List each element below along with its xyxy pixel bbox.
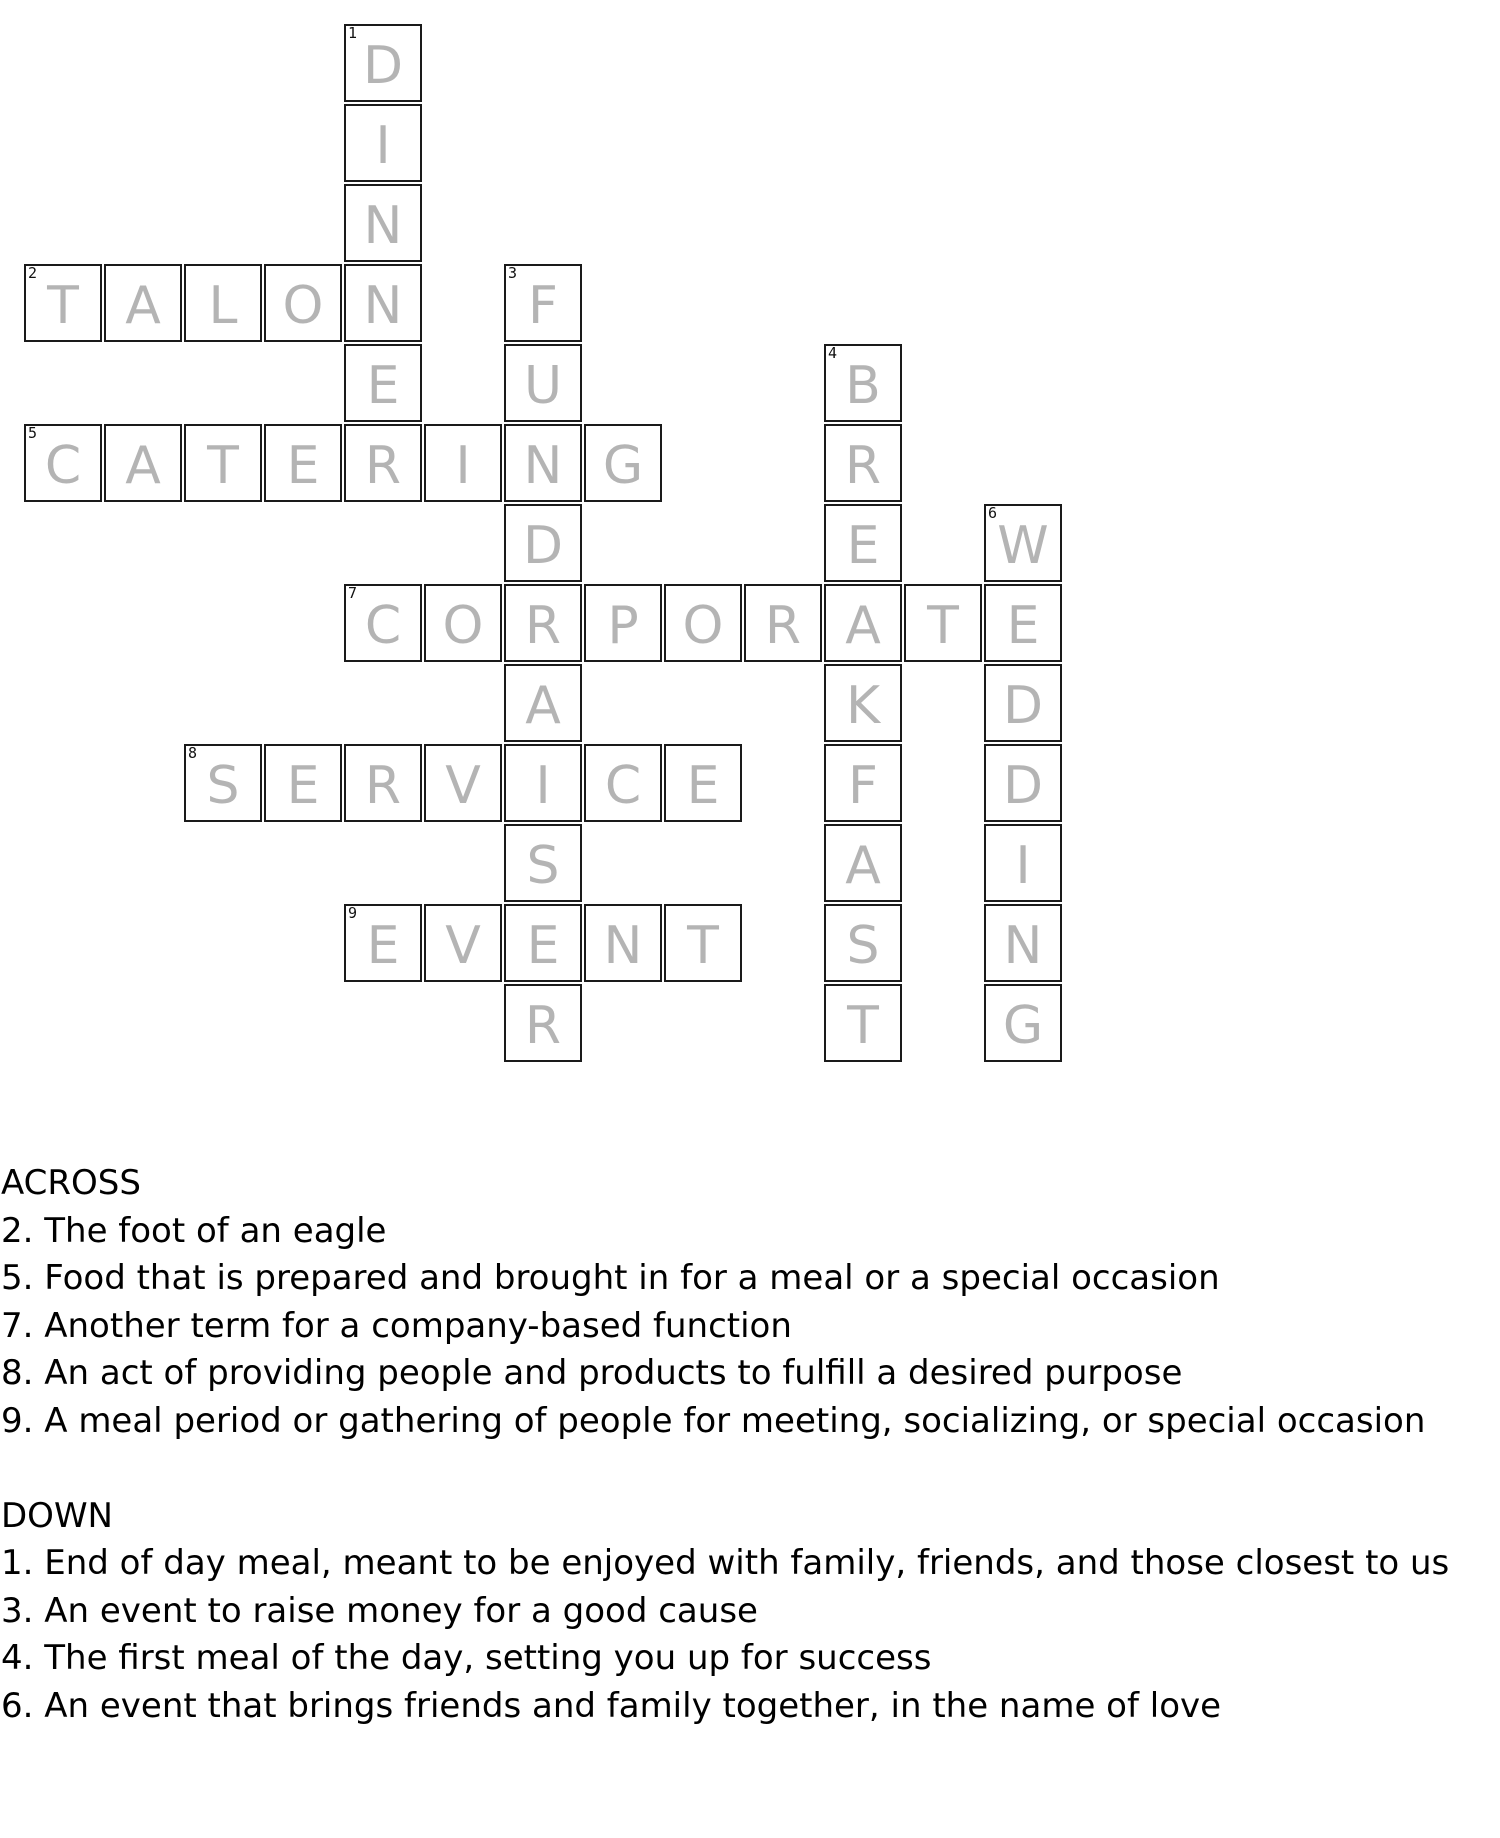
- grid-cell[interactable]: [24, 264, 102, 342]
- cell-letter: L: [208, 276, 238, 336]
- cell-letter: R: [524, 596, 562, 656]
- across-clue-8: 8. An act of providing people and products to fulfill a desired purpose: [1, 1353, 1183, 1393]
- cell-letter: T: [47, 276, 79, 336]
- cell-letter: D: [522, 516, 564, 576]
- cell-letter: I: [375, 116, 391, 176]
- cell-letter: I: [1015, 836, 1031, 896]
- grid-cell[interactable]: [344, 184, 422, 262]
- across-clue-5: 5. Food that is prepared and brought in for a meal or a special occasion: [1, 1258, 1220, 1298]
- cell-letter: O: [282, 276, 324, 336]
- grid-cell[interactable]: [504, 584, 582, 662]
- grid-cell[interactable]: [984, 664, 1062, 742]
- cell-letter: R: [364, 756, 402, 816]
- grid-cell[interactable]: [344, 584, 422, 662]
- clue-number: 4: [828, 344, 838, 362]
- grid-cell[interactable]: [504, 744, 582, 822]
- cell-letter: N: [1003, 916, 1043, 976]
- cell-letter: E: [366, 916, 400, 976]
- cell-letter: P: [607, 596, 639, 656]
- grid-cell[interactable]: [24, 424, 102, 502]
- grid-cell[interactable]: [504, 984, 582, 1062]
- cell-letter: F: [528, 276, 558, 336]
- grid-cell[interactable]: [504, 664, 582, 742]
- cell-letter: N: [603, 916, 643, 976]
- grid-cell[interactable]: [824, 744, 902, 822]
- cell-letter: F: [848, 756, 878, 816]
- cell-letter: A: [125, 276, 161, 336]
- grid-cell[interactable]: [584, 744, 662, 822]
- cell-letter: R: [844, 436, 882, 496]
- grid-cell[interactable]: [104, 424, 182, 502]
- clue-number: 3: [508, 264, 518, 282]
- grid-cell[interactable]: [824, 424, 902, 502]
- cell-letter: D: [362, 36, 404, 96]
- grid-cell[interactable]: [344, 344, 422, 422]
- cell-letter: T: [927, 596, 959, 656]
- cell-letter: T: [687, 916, 719, 976]
- cell-letter: C: [604, 756, 642, 816]
- grid-cell[interactable]: [984, 824, 1062, 902]
- grid-cell[interactable]: [824, 904, 902, 982]
- cell-letter: N: [363, 196, 403, 256]
- grid-cell[interactable]: [824, 344, 902, 422]
- cell-letter: R: [364, 436, 402, 496]
- cell-letter: S: [846, 916, 880, 976]
- grid-cell[interactable]: [984, 744, 1062, 822]
- grid-cell[interactable]: [824, 984, 902, 1062]
- across-clue-2: 2. The foot of an eagle: [1, 1210, 387, 1251]
- cell-letter: W: [997, 516, 1049, 576]
- cell-letter: E: [1006, 596, 1040, 656]
- across-heading: ACROSS: [1, 1163, 141, 1203]
- down-heading: DOWN: [1, 1495, 113, 1536]
- across-clue-9: 9. A meal period or gathering of people for meeting, socializing, or special occasion: [1, 1400, 1426, 1441]
- clue-number: 6: [988, 504, 998, 522]
- grid-cell[interactable]: [104, 264, 182, 342]
- clue-number: 9: [348, 904, 358, 922]
- grid-cell[interactable]: [344, 264, 422, 342]
- grid-cell[interactable]: [984, 504, 1062, 582]
- cell-letter: C: [44, 436, 82, 496]
- grid-cell[interactable]: [584, 584, 662, 662]
- cell-letter: O: [442, 596, 484, 656]
- cell-letter: A: [845, 596, 881, 656]
- grid-cell[interactable]: [504, 904, 582, 982]
- clue-list: [1, 1160, 1491, 1730]
- cell-letter: E: [366, 356, 400, 416]
- cell-letter: R: [524, 996, 562, 1056]
- grid-cell[interactable]: [744, 584, 822, 662]
- grid-cell[interactable]: [184, 264, 262, 342]
- clue-number: 1: [348, 24, 358, 42]
- grid-cell[interactable]: [424, 744, 502, 822]
- grid-cell[interactable]: [824, 824, 902, 902]
- cell-letter: V: [445, 916, 481, 976]
- cell-letter: T: [847, 996, 879, 1056]
- down-clue-4: 4. The first meal of the day, setting you up for success: [1, 1638, 932, 1678]
- grid-cell[interactable]: [664, 584, 742, 662]
- cell-letter: I: [455, 436, 471, 496]
- clue-number: 2: [28, 264, 38, 282]
- clue-number: 7: [348, 584, 358, 602]
- cell-letter: T: [207, 436, 239, 496]
- cell-letter: A: [525, 676, 561, 736]
- cell-letter: U: [523, 356, 563, 416]
- cell-letter: C: [364, 596, 402, 656]
- cell-letter: A: [845, 836, 881, 896]
- grid-cell[interactable]: [504, 824, 582, 902]
- cell-letter: E: [286, 436, 320, 496]
- cell-letter: D: [1002, 676, 1044, 736]
- grid-cell[interactable]: [344, 104, 422, 182]
- grid-cell[interactable]: [664, 744, 742, 822]
- cell-letter: R: [764, 596, 802, 656]
- grid-cell[interactable]: [344, 24, 422, 102]
- grid-cell[interactable]: [984, 984, 1062, 1062]
- cell-letter: G: [1002, 996, 1044, 1056]
- grid-cell[interactable]: [424, 584, 502, 662]
- clue-section-gap: [1, 1445, 1491, 1493]
- cell-letter: V: [445, 756, 481, 816]
- grid-cell[interactable]: [504, 424, 582, 502]
- grid-cell[interactable]: [264, 424, 342, 502]
- grid-cell[interactable]: [904, 584, 982, 662]
- down-clue-3: 3. An event to raise money for a good cause: [1, 1590, 758, 1631]
- grid-cell[interactable]: [824, 584, 902, 662]
- cell-letter: S: [526, 836, 560, 896]
- cell-letter: E: [526, 916, 560, 976]
- grid-cell[interactable]: [344, 744, 422, 822]
- grid-cell[interactable]: [264, 264, 342, 342]
- grid-cell[interactable]: [344, 904, 422, 982]
- grid-cell[interactable]: [664, 904, 742, 982]
- cell-letter: D: [1002, 756, 1044, 816]
- cell-letter: K: [845, 676, 881, 736]
- cell-letter: A: [125, 436, 161, 496]
- down-clue-1: 1. End of day meal, meant to be enjoyed with family, friends, and those closest to us: [1, 1543, 1450, 1583]
- grid-cell[interactable]: [424, 424, 502, 502]
- grid-cell[interactable]: [184, 744, 262, 822]
- grid-cell[interactable]: [824, 504, 902, 582]
- cell-letter: I: [535, 756, 551, 816]
- down-clue-6: 6. An event that brings friends and family together, in the name of love: [1, 1685, 1222, 1726]
- cell-letter: N: [523, 436, 563, 496]
- clue-number: 8: [188, 744, 198, 762]
- clue-number: 5: [28, 424, 38, 442]
- cell-letter: G: [602, 436, 644, 496]
- cell-letter: E: [846, 516, 880, 576]
- across-clue-7: 7. Another term for a company-based function: [1, 1305, 792, 1346]
- grid-cell[interactable]: [424, 904, 502, 982]
- grid-cell[interactable]: [504, 504, 582, 582]
- grid-cell[interactable]: [584, 904, 662, 982]
- grid-cell[interactable]: [584, 424, 662, 502]
- cell-letter: E: [286, 756, 320, 816]
- cell-letter: N: [363, 276, 403, 336]
- grid-cell[interactable]: [824, 664, 902, 742]
- grid-cell[interactable]: [504, 264, 582, 342]
- cell-letter: B: [845, 356, 881, 416]
- grid-cell[interactable]: [504, 344, 582, 422]
- grid-cell[interactable]: [264, 744, 342, 822]
- cell-letter: E: [686, 756, 720, 816]
- grid-cell[interactable]: [984, 904, 1062, 982]
- grid-cell[interactable]: [184, 424, 262, 502]
- cell-letter: S: [206, 756, 240, 816]
- cell-letter: O: [682, 596, 724, 656]
- grid-cell[interactable]: [344, 424, 422, 502]
- grid-cell[interactable]: [984, 584, 1062, 662]
